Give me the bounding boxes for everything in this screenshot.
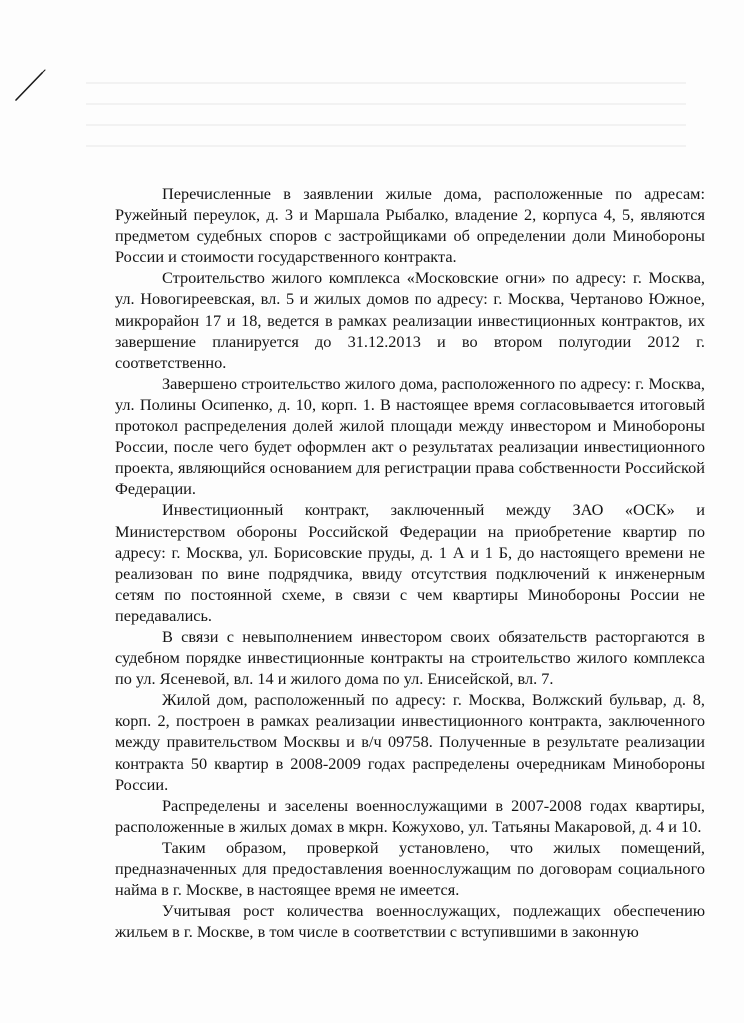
paragraph-osk-contract: Инвестиционный контракт, заключенный между ЗАО «ОСК» и Министерством обороны Российской Федерации на приобретение квартир по адресу: г. Москва, ул. Борисовские пруды, д. 1 А и 1 Б, до настоящего времени не реализован по вине подрядчика, ввиду отсутствия подключений к инженерным сетям по постоянной схеме, в связи с чем квартиры Минобороны России не передавались. [115,500,705,625]
paragraph-disputed-houses: Перечисленные в заявлении жилые дома, расположенные по адресам: Ружейный переулок, д. 3 и Маршала Рыбалко, владение 2, корпуса 4, 5, являются предметом судебных споров с застройщиками об определении доли Минобороны России и стоимости государственного контракта. [115,184,705,267]
paragraph-moscow-lights: Строительство жилого комплекса «Московские огни» по адресу: г. Москва, ул. Новогиреевская, вл. 5 и жилых домов по адресу: г. Москва, Чертаново Южное, микрорайон 17 и 18, ведется в рамках реализации инвестиционных контрактов, их завершение планируется до 31.12.2013 и во втором полугодии 2012 г. соответственно. [115,268,705,372]
paragraph-kozhukhovo: Распределены и заселены военнослужащими в 2007-2008 годах квартиры, расположенные в жилых домах в мкрн. Кожухово, ул. Татьяны Макаровой, д. 4 и 10. [115,795,705,836]
pen-stroke-icon [12,66,52,106]
paragraph-terminated-contracts: В связи с невыполнением инвестором своих обязательств расторгаются в судебном порядке инвестиционные контракты на строительство жилого комплекса по ул. Ясеневой, вл. 14 и жилого дома по ул. Енисейской, вл. 7. [115,626,705,689]
faded-redacted-header [86,82,686,164]
paragraph-volzhsky-boulevard: Жилой дом, расположенный по адресу: г. Москва, Волжский бульвар, д. 8, корп. 2, построен в рамках реализации инвестиционного контракта, заключенного между правительством Москвы и в/ч 09758. Полученные в результате реализации контракта 50 квартир в 2008-2009 годах распределены очередникам Минобороны России. [115,690,705,794]
paragraph-conclusion: Таким образом, проверкой установлено, что жилых помещений, предназначенных для предоставления военнослужащим по договорам социального найма в г. Москве, в настоящее время не имеется. [115,837,705,900]
document-body [115,183,705,942]
paragraph-continuation: Учитывая рост количества военнослужащих, подлежащих обеспечению жильем в г. Москве, в том числе в соответствии с вступившими в законную [115,901,705,942]
paragraph-osipenko-house: Завершено строительство жилого дома, расположенного по адресу: г. Москва, ул. Полины Осипенко, д. 10, корп. 1. В настоящее время согласовывается итоговый протокол распределения долей жилой площади между инвестором и Минобороны России, после чего будет оформлен акт о результатах реализации инвестиционного проекта, являющийся основанием для регистрации права собственности Российской Федерации. [115,373,705,499]
